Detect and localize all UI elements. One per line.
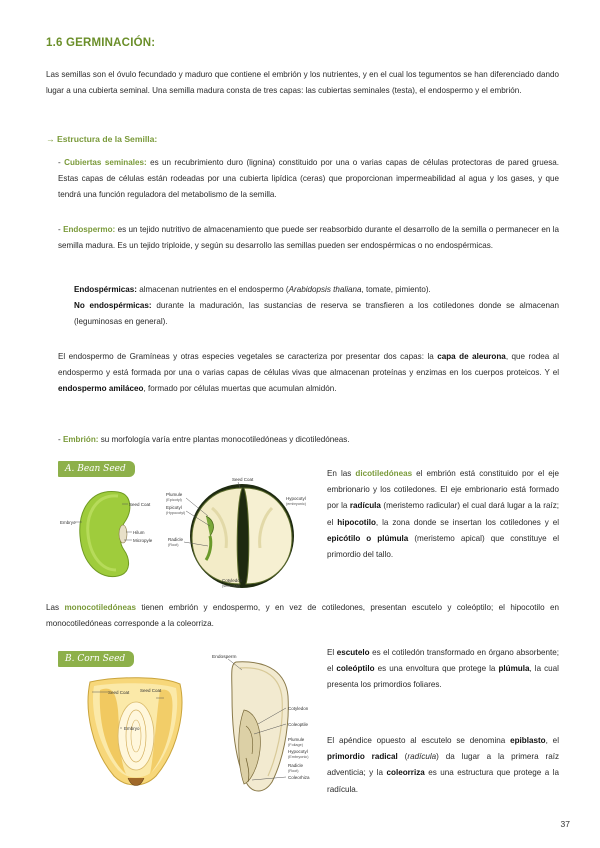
dicot-text: el embrión está constituido por el eje embrionario y los cotiledones. El eje embrionario está formado por la	[327, 469, 559, 511]
gramineas-text: El endospermo de Gramíneas y otras especies vegetales se caracteriza por presentar dos capas: la	[58, 352, 438, 361]
label-micropyle: Micropyle	[133, 538, 153, 543]
species-name: Arabidopsis thaliana	[288, 285, 362, 294]
epiblasto-text: ) da lugar a la primera raíz adventicia; y la	[327, 752, 559, 778]
mono-paragraph	[46, 600, 559, 632]
corn-label-radicle: Radicle	[288, 763, 304, 768]
epiblasto-term: epiblasto	[510, 736, 546, 745]
corn-label-hypocotyl: Hypocotyl	[288, 749, 308, 754]
amilaceo-term: endospermo amiláceo	[58, 384, 144, 394]
corn-seed-diagram	[60, 650, 322, 800]
escutelo-term: escutelo	[336, 648, 370, 657]
cubiertas-text: es un recubrimiento duro (lignina) constituido por una o varias capas de células protectoras de pared gruesa. Estas capas de células están rodeadas por una cubierta lipídica (ceras) que proporcionan impermeabilidad al agua y los gases, y que tendrá una función reguladora del metabolismo de la semilla.	[58, 158, 559, 200]
escutelo-text: es una envoltura que protege la	[374, 664, 499, 674]
corn-kernel	[88, 678, 182, 786]
label-epicotyl: Epicotyl	[166, 505, 182, 510]
plumula-term: plúmula	[498, 664, 530, 674]
label-cotyledon: Cotyledon	[222, 578, 243, 583]
intro-paragraph	[46, 67, 559, 99]
page-number: 37	[560, 819, 570, 829]
dash: -	[58, 158, 65, 167]
label-cotyledon-sub: (seed leaf)	[222, 584, 240, 588]
corn-kernel-section	[232, 662, 289, 791]
label-epicotyl-sub: (Hypocotyl)	[166, 511, 186, 515]
dash: -	[58, 225, 64, 234]
corn-label-radicle-sub: (Root)	[288, 769, 299, 773]
embrion-term: Embrión:	[62, 435, 99, 444]
cubiertas-paragraph	[58, 155, 559, 204]
label-radicle-sub: (Root)	[168, 543, 179, 547]
mono-text: tienen embrión y endospermo, y en vez de cotiledones, presentan escutelo y coleóptilo; el hipocotilo en monocotiledóneas corresponde a la coleorriza.	[46, 603, 559, 629]
dicot-paragraph	[327, 466, 559, 563]
dicot-text: (meristemo apical) que constituye el primordio del tallo.	[327, 533, 560, 560]
cubiertas-term: Cubiertas seminales:	[64, 158, 147, 167]
endospermicas-paragraph	[74, 282, 559, 298]
embrion-text: su morfología varía entre plantas monocotiledóneas y dicotiledóneas.	[98, 435, 350, 444]
corn-label-endosperm: Endosperm	[212, 655, 237, 660]
corn-label-coleorhiza: Coleorhiza	[288, 775, 310, 780]
coleorriza-term: coleorriza	[386, 768, 425, 778]
endospermo-term: Endospermo:	[63, 225, 116, 234]
endospermo-paragraph	[58, 222, 559, 254]
gramineas-text: , que rodea al endospermo y está formada por una o varias capas de células vivas que almacenan proteínas y enzimas en los cuerpos proteicos. Y el	[58, 352, 559, 378]
radicula-term: radícula	[349, 501, 381, 511]
label-seed-coat-left: Seed Coat	[129, 502, 151, 507]
bean-seed-badge: A. Bean Seed	[58, 461, 135, 477]
no-endospermicas-term: No endospérmicas:	[74, 301, 152, 310]
epiblasto-paragraph	[327, 733, 559, 798]
endospermicas-text: almacenan nutrientes en el endospermo (	[136, 285, 289, 294]
label-radicle: Radicle	[168, 537, 184, 542]
dicot-text: (meristemo radicular) el cual dará lugar a la raíz; el	[327, 501, 559, 527]
corn-label-plumule-sub: (Foliage)	[288, 743, 303, 747]
label-hypocotyl: Hypocotyl	[286, 496, 306, 501]
label-plumule: Plumule	[166, 492, 183, 497]
dash: -	[58, 435, 63, 444]
escutelo-text: es el cotiledón transformado en órgano absorbente; el	[327, 648, 559, 674]
label-embryo: Embryo	[60, 520, 76, 525]
bean-external	[80, 492, 130, 577]
escutelo-text: , la cual presenta los primordios foliares.	[327, 664, 559, 690]
no-endospermicas-text: durante la maduración, las sustancias de reserva se transfieren a los cotiledones donde se almacenan (leguminosas en general).	[74, 301, 559, 327]
dicot-text: , la zona donde se insertan los cotiledones y el	[375, 517, 559, 527]
escutelo-paragraph	[327, 645, 559, 694]
escutelo-text: El	[327, 648, 337, 657]
epiblasto-text: es una estructura que protege a la radícula.	[327, 768, 559, 794]
corn-label-seed-coat: Seed Coat	[108, 690, 130, 695]
aleurona-term: capa de aleurona	[437, 352, 506, 361]
corn-label-cotyledon: Cotyledon	[288, 706, 309, 711]
label-seed-coat-top: Seed Coat	[232, 477, 254, 482]
label-plumule-sub: (Epicotyl)	[166, 498, 182, 502]
endospermicas-term: Endospérmicas:	[74, 285, 137, 294]
epiblasto-text: El apéndice opuesto al escutelo se denomina	[327, 736, 511, 745]
label-hypocotyl-sub: (embryonic)	[286, 502, 307, 506]
dicot-text: En las	[327, 469, 356, 478]
structure-heading: → Estructura de la Semilla:	[46, 134, 158, 144]
corn-seed-badge: B. Corn Seed	[58, 651, 134, 667]
corn-label-coleoptile: Coleoptile	[288, 722, 309, 727]
epiblasto-text: , el	[545, 736, 559, 745]
epicotilo-term: epicótilo o plúmula	[327, 533, 409, 543]
label-hilum: Hilum	[133, 530, 145, 535]
mono-term: monocotiledóneas	[64, 603, 136, 612]
epiblasto-text: (	[397, 752, 408, 762]
hipocotilo-term: hipocotilo	[337, 517, 376, 527]
bean-opened	[190, 484, 294, 588]
gramineas-paragraph	[58, 349, 559, 398]
intro-text: Las semillas son el óvulo fecundado y maduro que contiene el embrión y los nutrientes, y en el cual los tegumentos se han diferenciado dando lugar a una cubierta seminal. Una semilla madura consta de tres capas: las cubiertas seminales (testa), el endospermo y el embrión.	[46, 70, 559, 96]
mono-text: Las	[46, 603, 65, 612]
corn-label-seed-coat2: Seed Coat	[140, 688, 162, 693]
bean-seed-diagram	[60, 476, 318, 594]
gramineas-text: , formado por células muertas que acumulan almidón.	[143, 384, 337, 394]
section-title: 1.6 GERMINACIÓN:	[46, 37, 156, 49]
embrion-paragraph	[58, 432, 559, 448]
corn-label-plumule: Plumule	[288, 737, 305, 742]
endospermo-text: es un tejido nutritivo de almacenamiento que puede ser reabsorbido durante el desarrollo de la semilla o permanecer en la semilla madura. Es un tejido triploide, y según su desarrollo las semillas pueden ser endospérmicas o no endospérmicas.	[58, 225, 560, 251]
dicot-term: dicotiledóneas	[355, 469, 413, 478]
radicula-italic: radícula	[407, 752, 437, 762]
coleoptilo-term: coleóptilo	[336, 664, 375, 674]
corn-label-embryo: Embryo	[124, 726, 140, 731]
corn-label-hypocotyl-sub: (Embryonic)	[288, 755, 309, 759]
no-endospermicas-paragraph	[74, 298, 559, 330]
primordio-radical-term: primordio radical	[327, 752, 398, 762]
endospermicas-text-end: , tomate, pimiento).	[361, 285, 431, 294]
